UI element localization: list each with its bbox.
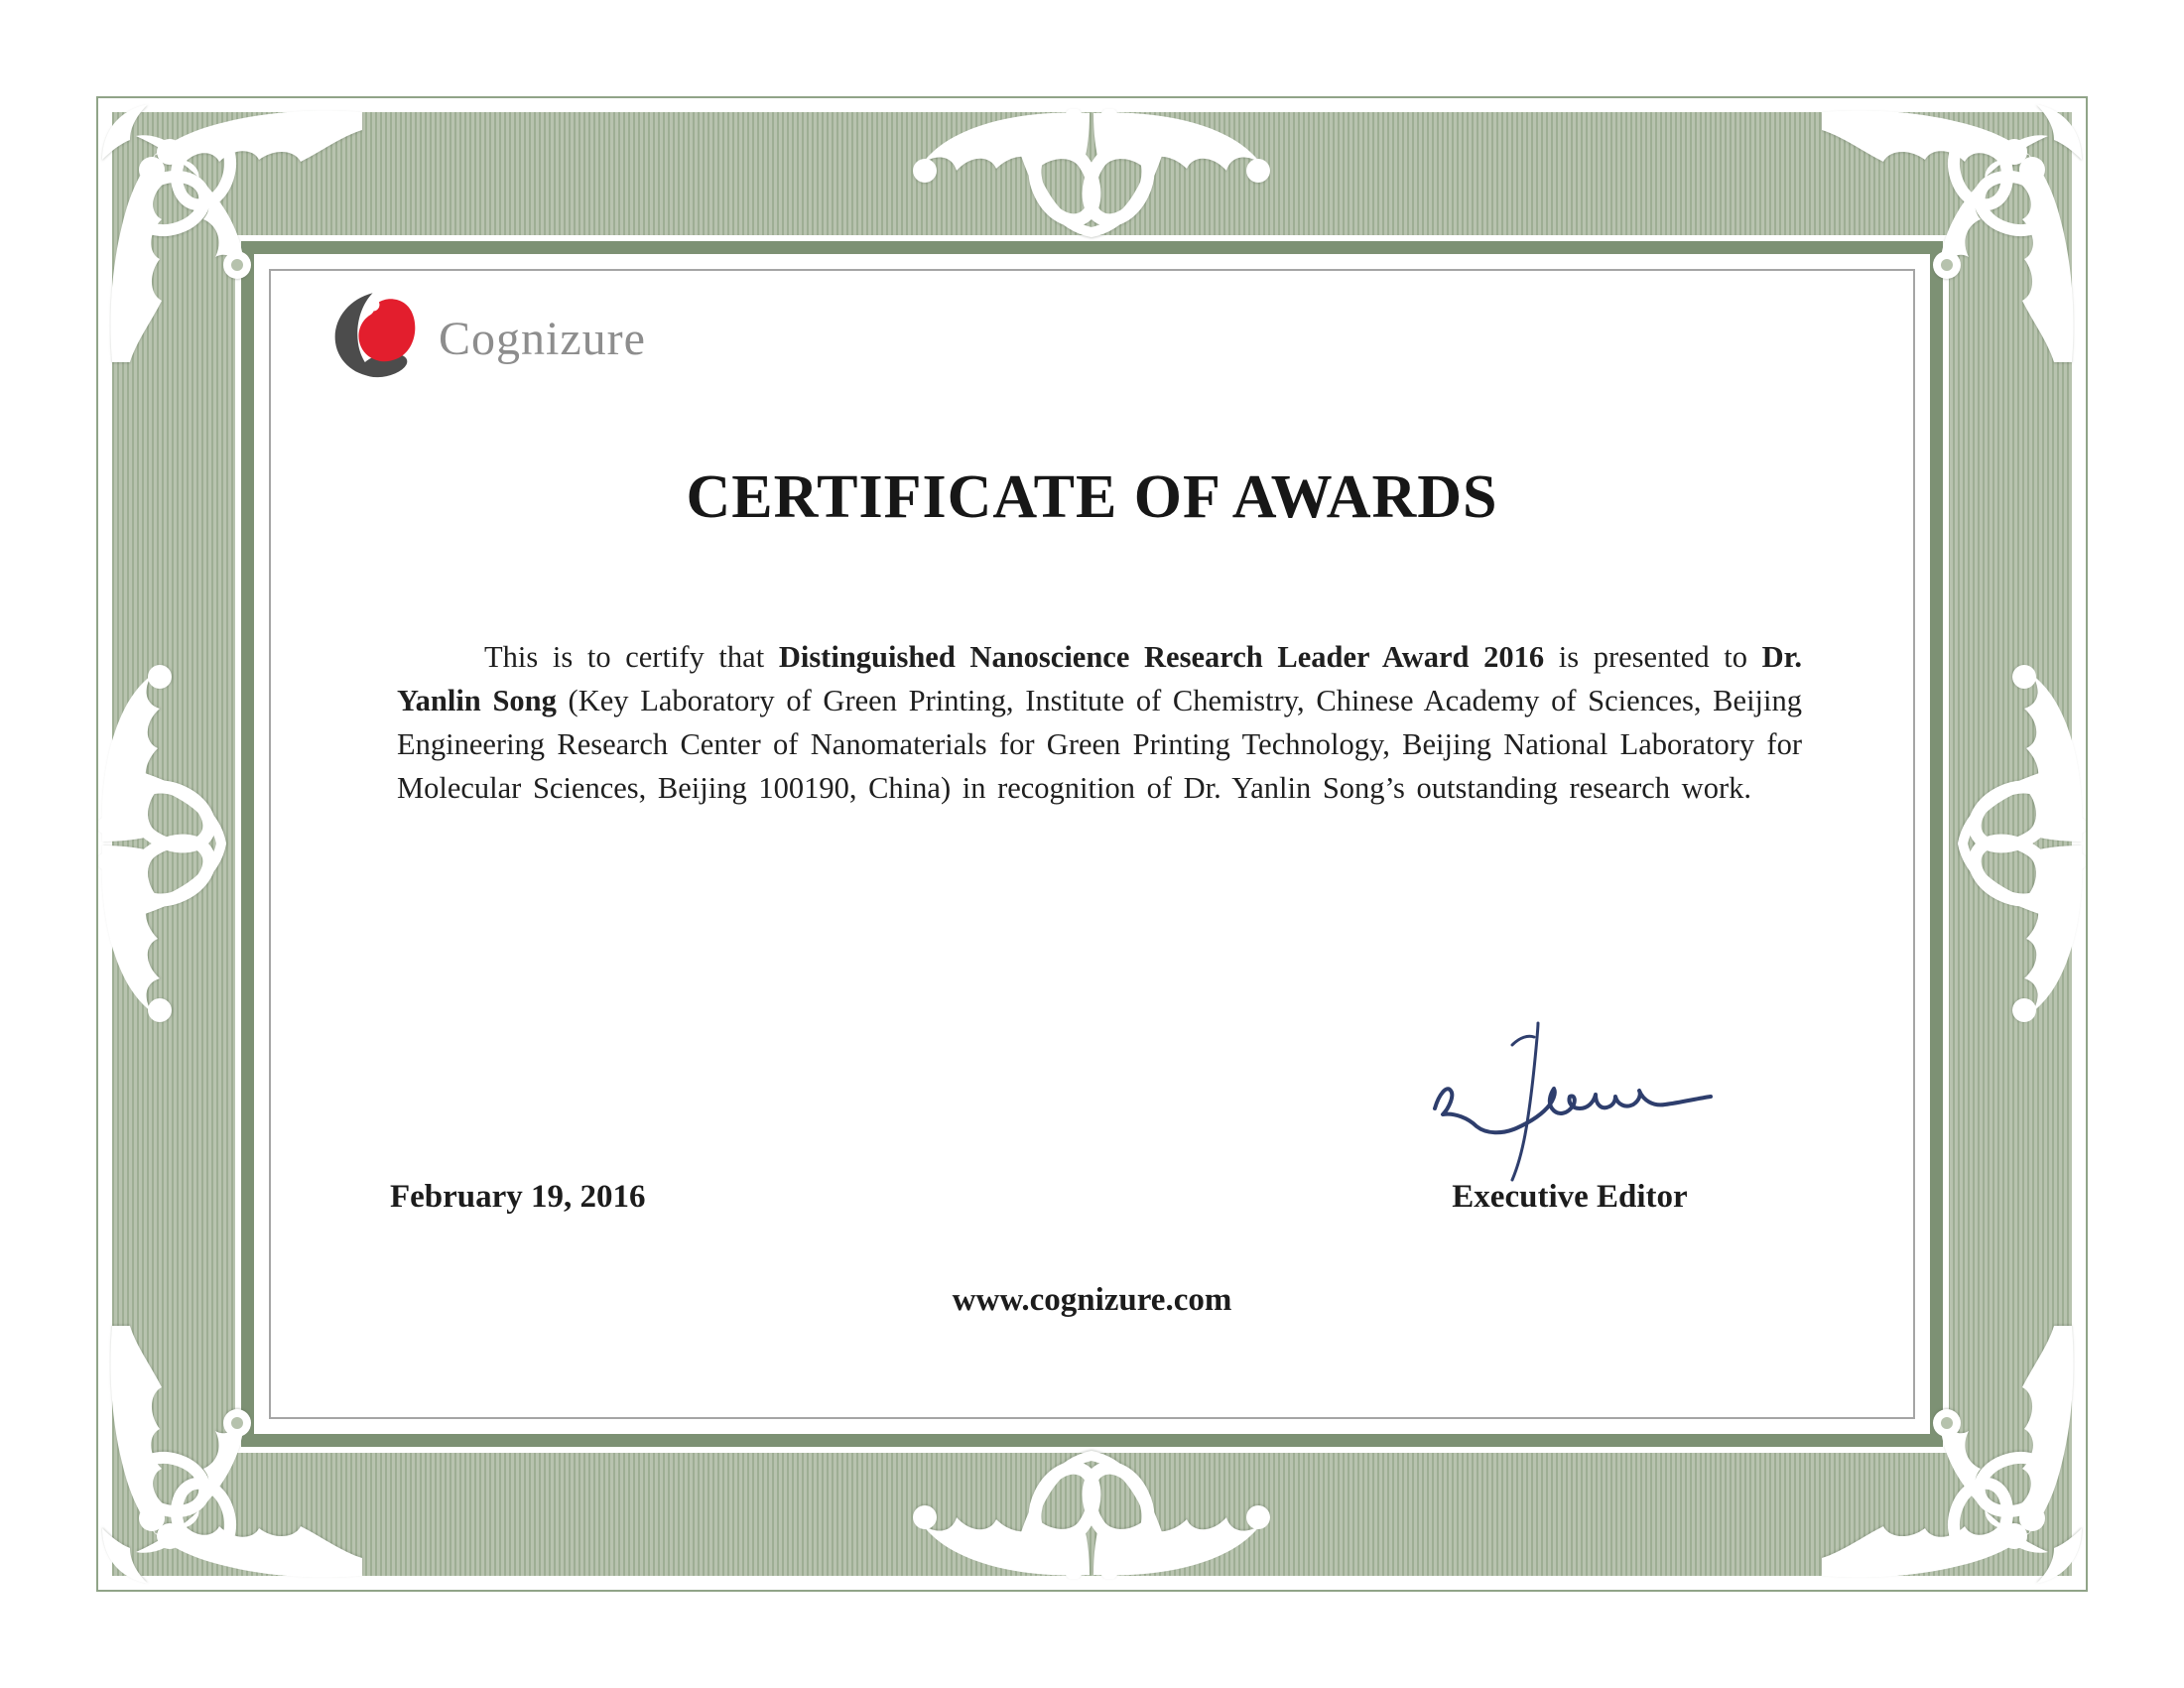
handwritten-signature-icon bbox=[1417, 1017, 1725, 1186]
certificate-body-text: This is to certify that Distinguished Nanoscience Research Leader Award 2016 is presented to Dr. Yanlin Song (Key Laboratory of Green Printing, Institute of Chemistry, Chinese Academy of Sciences, Beijing Engineering Research Center of Nanomaterials for Green Printing Technology, Beijing National Laboratory for Molecular Sciences, Beijing 100190, China) in recognition of Dr. Yanlin Song’s outstanding research work. bbox=[397, 640, 1802, 805]
corner-flourish-bottom-right-icon bbox=[1810, 1314, 2088, 1592]
signatory-role: Executive Editor bbox=[1452, 1179, 1688, 1215]
edge-flourish-bottom-icon bbox=[903, 1428, 1280, 1579]
corner-flourish-top-right-icon bbox=[1810, 96, 2088, 374]
certificate-content-area bbox=[269, 269, 1915, 1419]
certificate-date: February 19, 2016 bbox=[390, 1179, 646, 1215]
brand-name: Cognizure bbox=[439, 313, 646, 365]
edge-flourish-right-icon bbox=[1935, 655, 2086, 1032]
corner-flourish-bottom-left-icon bbox=[96, 1314, 374, 1592]
edge-flourish-left-icon bbox=[98, 655, 249, 1032]
edge-flourish-top-icon bbox=[903, 109, 1280, 260]
certificate-title: CERTIFICATE OF AWARDS bbox=[686, 463, 1498, 531]
cognizure-logo-icon bbox=[325, 290, 419, 381]
website-url: www.cognizure.com bbox=[952, 1282, 1232, 1318]
